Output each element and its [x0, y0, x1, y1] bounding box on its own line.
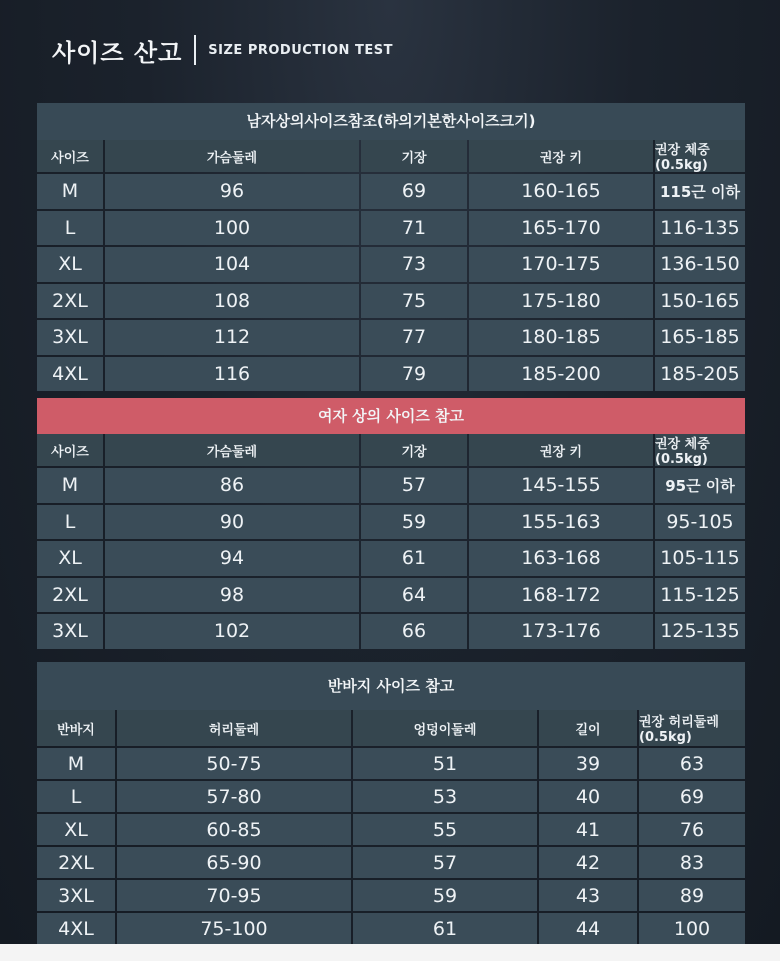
value-cell: 60-85 [117, 814, 351, 845]
table-row [37, 174, 745, 209]
size-cell: XL [37, 247, 103, 282]
value-cell: 116 [105, 357, 359, 392]
value-cell: 125-135 [655, 614, 745, 649]
table-header-row [37, 434, 745, 466]
size-cell: XL [37, 541, 103, 576]
table-row [37, 614, 745, 649]
size-cell: L [37, 211, 103, 246]
value-cell: 57 [353, 847, 537, 878]
value-cell: 105-115 [655, 541, 745, 576]
size-cell: M [37, 748, 115, 779]
value-cell: 98 [105, 578, 359, 613]
value-cell: 69 [361, 174, 467, 209]
size-cell: M [37, 174, 103, 209]
measure2-header: 기장 [361, 140, 467, 172]
value-cell: 79 [361, 357, 467, 392]
table-row [37, 468, 745, 503]
value-cell: 165-170 [469, 211, 653, 246]
value-cell: 44 [539, 913, 637, 944]
value-cell: 51 [353, 748, 537, 779]
value-cell: 39 [539, 748, 637, 779]
value-cell: 165-185 [655, 320, 745, 355]
value-cell: 155-163 [469, 505, 653, 540]
value-cell: 89 [639, 880, 745, 911]
size-cell: 3XL [37, 880, 115, 911]
shorts-size-table [37, 662, 745, 944]
value-cell: 160-165 [469, 174, 653, 209]
value-cell: 69 [639, 781, 745, 812]
value-cell: 70-95 [117, 880, 351, 911]
value-cell: 145-155 [469, 468, 653, 503]
measure1-header: 가슴둘레 [105, 434, 359, 466]
value-cell: 41 [539, 814, 637, 845]
table-row [37, 211, 745, 246]
table-header-row [37, 710, 745, 746]
value-cell: 64 [361, 578, 467, 613]
size-header: 사이즈 [37, 434, 103, 466]
value-cell: 86 [105, 468, 359, 503]
value-cell: 163-168 [469, 541, 653, 576]
value-cell: 185-205 [655, 357, 745, 392]
size-cell: L [37, 505, 103, 540]
value-cell: 76 [639, 814, 745, 845]
value-cell: 116-135 [655, 211, 745, 246]
table-row [37, 505, 745, 540]
value-cell: 175-180 [469, 284, 653, 319]
value-cell: 61 [361, 541, 467, 576]
size-header: 반바지 [37, 710, 115, 746]
page-subtitle: SIZE PRODUCTION TEST [208, 42, 393, 58]
value-cell: 96 [105, 174, 359, 209]
value-cell: 150-165 [655, 284, 745, 319]
table-row [37, 880, 745, 911]
size-cell: L [37, 781, 115, 812]
size-cell: 2XL [37, 284, 103, 319]
value-cell: 100 [105, 211, 359, 246]
size-cell: 2XL [37, 578, 103, 613]
size-cell: 3XL [37, 614, 103, 649]
table-row [37, 847, 745, 878]
value-cell: 108 [105, 284, 359, 319]
measure1-header: 허리둘레 [117, 710, 351, 746]
table-row [37, 284, 745, 319]
table-row [37, 748, 745, 779]
value-cell: 168-172 [469, 578, 653, 613]
value-cell: 100 [639, 913, 745, 944]
value-cell: 55 [353, 814, 537, 845]
value-cell: 42 [539, 847, 637, 878]
size-cell: 2XL [37, 847, 115, 878]
table-caption: 여자 상의 사이즈 참고 [37, 398, 745, 434]
measure1-header: 가슴둘레 [105, 140, 359, 172]
size-cell: 4XL [37, 357, 103, 392]
value-cell: 173-176 [469, 614, 653, 649]
value-cell: 75-100 [117, 913, 351, 944]
value-cell: 95근 이하 [655, 468, 745, 503]
value-cell: 102 [105, 614, 359, 649]
value-cell: 185-200 [469, 357, 653, 392]
measure2-header: 엉덩이둘레 [353, 710, 537, 746]
value-cell: 180-185 [469, 320, 653, 355]
value-cell: 77 [361, 320, 467, 355]
size-cell: M [37, 468, 103, 503]
value-cell: 71 [361, 211, 467, 246]
value-cell: 43 [539, 880, 637, 911]
table-row [37, 913, 745, 944]
value-cell: 90 [105, 505, 359, 540]
value-cell: 104 [105, 247, 359, 282]
page-title: 사이즈 산고 [52, 38, 183, 67]
table-caption: 반바지 사이즈 참고 [37, 662, 745, 710]
measure4-header: 권장 체중(0.5kg) [655, 434, 745, 466]
measure4-header: 권장 체중(0.5kg) [655, 140, 745, 172]
size-cell: XL [37, 814, 115, 845]
header-divider [194, 35, 196, 65]
value-cell: 170-175 [469, 247, 653, 282]
value-cell: 50-75 [117, 748, 351, 779]
size-cell: 3XL [37, 320, 103, 355]
womens-top-size-table [37, 398, 745, 649]
table-row [37, 357, 745, 392]
value-cell: 136-150 [655, 247, 745, 282]
value-cell: 66 [361, 614, 467, 649]
page-header [52, 30, 393, 70]
value-cell: 112 [105, 320, 359, 355]
value-cell: 59 [353, 880, 537, 911]
size-header: 사이즈 [37, 140, 103, 172]
value-cell: 57-80 [117, 781, 351, 812]
value-cell: 53 [353, 781, 537, 812]
measure3-header: 권장 키 [469, 434, 653, 466]
value-cell: 61 [353, 913, 537, 944]
measure3-header: 길이 [539, 710, 637, 746]
table-row [37, 814, 745, 845]
table-header-row [37, 140, 745, 172]
value-cell: 57 [361, 468, 467, 503]
value-cell: 59 [361, 505, 467, 540]
value-cell: 115근 이하 [655, 174, 745, 209]
mens-top-size-table [37, 103, 745, 391]
measure4-header: 권장 허리둘레(0.5kg) [639, 710, 745, 746]
table-caption: 남자상의사이즈참조(하의기본한사이즈크기) [37, 103, 745, 140]
table-row [37, 247, 745, 282]
value-cell: 94 [105, 541, 359, 576]
table-row [37, 781, 745, 812]
table-row [37, 541, 745, 576]
measure3-header: 권장 키 [469, 140, 653, 172]
value-cell: 63 [639, 748, 745, 779]
value-cell: 75 [361, 284, 467, 319]
measure2-header: 기장 [361, 434, 467, 466]
table-row [37, 320, 745, 355]
table-row [37, 578, 745, 613]
value-cell: 40 [539, 781, 637, 812]
value-cell: 65-90 [117, 847, 351, 878]
value-cell: 83 [639, 847, 745, 878]
size-cell: 4XL [37, 913, 115, 944]
value-cell: 95-105 [655, 505, 745, 540]
footer-strip [0, 944, 780, 961]
value-cell: 73 [361, 247, 467, 282]
value-cell: 115-125 [655, 578, 745, 613]
